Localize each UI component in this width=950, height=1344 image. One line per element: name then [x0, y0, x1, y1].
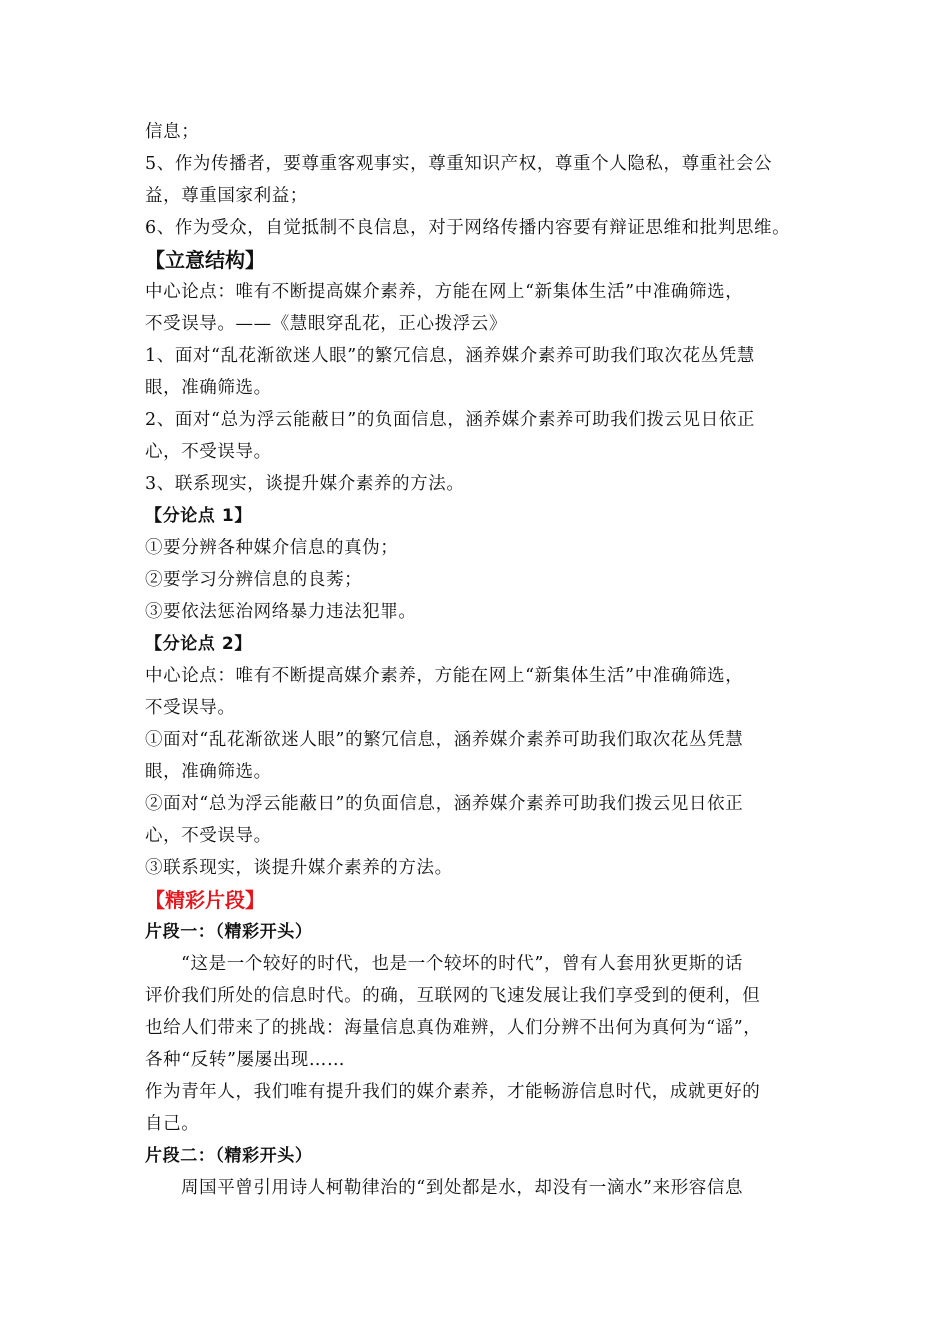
body-line: 1、面对“乱花渐欲迷人眼”的繁冗信息，涵养媒介素养可助我们取次花丛凭慧: [145, 346, 756, 366]
body-line: 5、作为传播者，要尊重客观事实，尊重知识产权，尊重个人隐私，尊重社会公: [145, 154, 773, 174]
structure-heading: 【立意结构】: [145, 248, 265, 272]
body-line: 各种“反转”屡屡出现……: [145, 1050, 346, 1070]
body-line: 作为青年人，我们唯有提升我们的媒介素养，才能畅游信息时代，成就更好的: [145, 1082, 761, 1102]
body-line: 中心论点：唯有不断提高媒介素养，方能在网上“新集体生活”中准确筛选，: [145, 666, 744, 686]
body-line: 周国平曾引用诗人柯勒律治的“到处都是水，却没有一滴水”来形容信息: [181, 1178, 744, 1198]
document-page: [145, 116, 835, 1204]
body-line: 自己。: [145, 1114, 200, 1134]
body-line: ②面对“总为浮云能蔽日”的负面信息，涵养媒介素养可助我们拨云见日依正: [145, 794, 744, 814]
body-line: 益，尊重国家利益；: [145, 186, 308, 206]
body-line: 信息；: [145, 122, 200, 142]
body-line: ③要依法惩治网络暴力违法犯罪。: [145, 602, 417, 622]
body-line: 评价我们所处的信息时代。的确，互联网的飞速发展让我们享受到的便利，但: [145, 986, 761, 1006]
body-line: ③联系现实，谈提升媒介素养的方法。: [145, 858, 453, 878]
body-line: 中心论点：唯有不断提高媒介素养，方能在网上“新集体生活”中准确筛选，: [145, 282, 744, 302]
body-line: 2、面对“总为浮云能蔽日”的负面信息，涵养媒介素养可助我们拨云见日依正: [145, 410, 756, 430]
sub-argument-1-heading: 【分论点 1】: [145, 506, 252, 526]
excerpt-1-heading: 片段一：（精彩开头）: [145, 922, 313, 942]
body-line: 不受误导。: [145, 698, 236, 718]
body-line: 也给人们带来了的挑战：海量信息真伪难辨，人们分辨不出何为真何为“谣”，: [145, 1018, 762, 1038]
body-line: 心，不受误导。: [145, 442, 272, 462]
body-line: 眼，准确筛选。: [145, 378, 272, 398]
body-line: 6、作为受众，自觉抵制不良信息，对于网络传播内容要有辩证思维和批判思维。: [145, 218, 791, 238]
excerpt-2-heading: 片段二：（精彩开头）: [145, 1146, 313, 1166]
body-line: ②要学习分辨信息的良莠；: [145, 570, 363, 590]
sub-argument-2-heading: 【分论点 2】: [145, 634, 252, 654]
body-line: ①要分辨各种媒介信息的真伪；: [145, 538, 399, 558]
body-line: 3、联系现实，谈提升媒介素养的方法。: [145, 474, 465, 494]
body-line: 不受误导。——《慧眼穿乱花，正心拨浮云》: [145, 314, 507, 334]
excerpts-heading: 【精彩片段】: [145, 888, 265, 912]
body-line: “这是一个较好的时代，也是一个较坏的时代”，曾有人套用狄更斯的话: [181, 954, 744, 974]
body-line: 眼，准确筛选。: [145, 762, 272, 782]
body-line: 心，不受误导。: [145, 826, 272, 846]
body-line: ①面对“乱花渐欲迷人眼”的繁冗信息，涵养媒介素养可助我们取次花丛凭慧: [145, 730, 744, 750]
